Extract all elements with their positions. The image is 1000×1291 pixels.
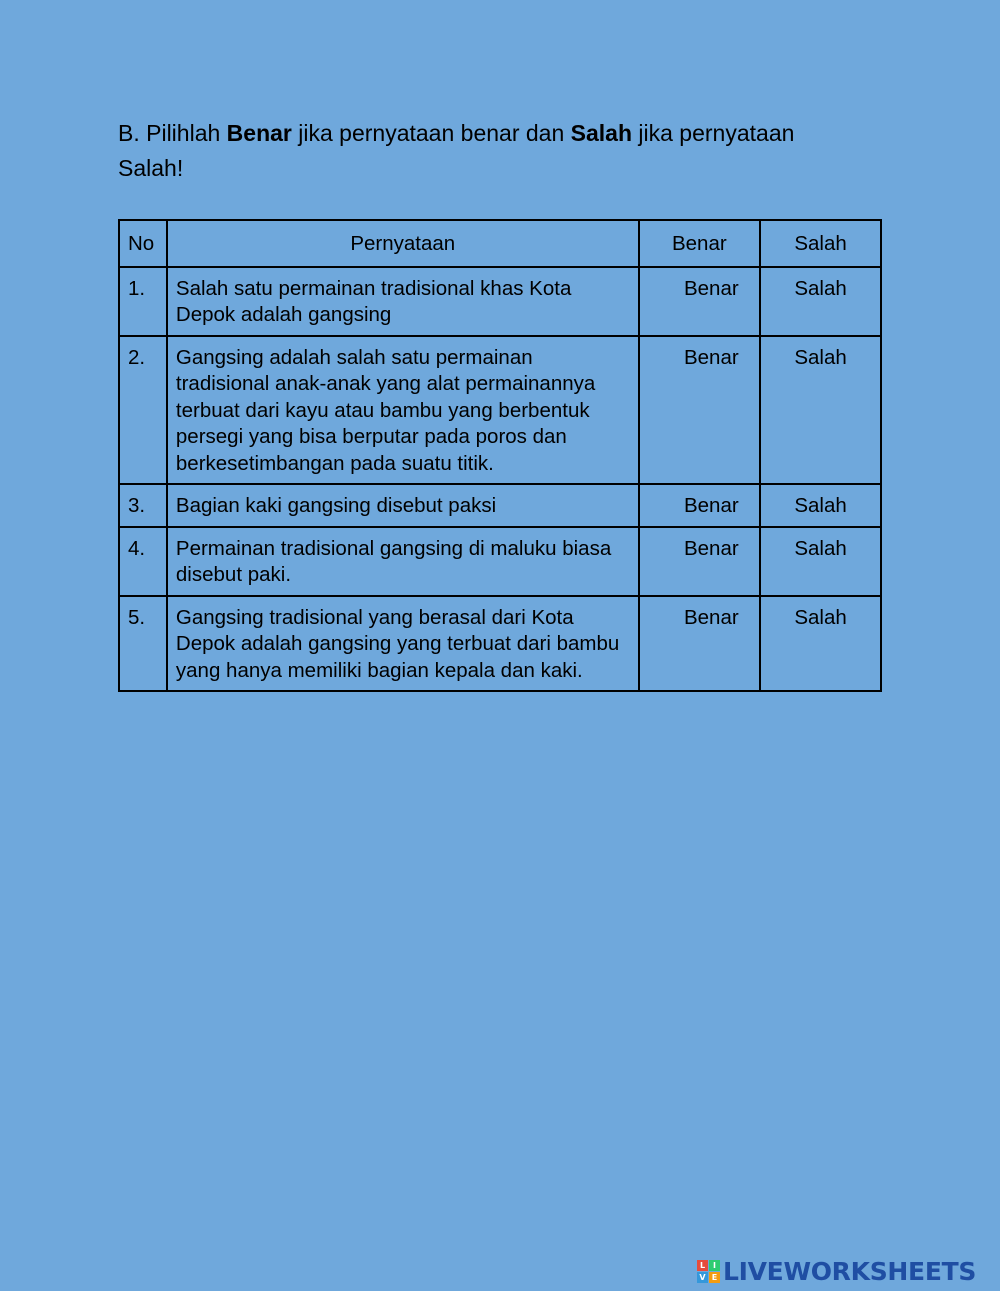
row-statement: Salah satu permainan tradisional khas Kota Depok adalah gangsing [167,267,639,336]
row-statement: Bagian kaki gangsing disebut paksi [167,484,639,527]
row-statement: Gangsing tradisional yang berasal dari Kota Depok adalah gangsing yang terbuat dari bambu yang hanya memiliki bagian kepala dan kaki. [167,596,639,692]
table-row [119,267,881,336]
instruction-benar-bold: Benar [226,120,292,146]
logo-letter-e: E [709,1272,720,1283]
table-header-row [119,220,881,267]
header-no: No [119,220,167,267]
watermark-text: LIVEWORKSHEETS [723,1256,977,1286]
logo-letter-i: I [709,1260,720,1271]
row-statement: Gangsing adalah salah satu permainan tradisional anak-anak yang alat permainannya terbuat dari kayu atau bambu yang berbentuk persegi yang bisa berputar pada poros dan berkesetimbangan pada suatu titik. [167,336,639,485]
header-salah: Salah [760,220,881,267]
row-benar-cell [639,336,760,485]
row-benar-cell [639,267,760,336]
table-row [119,527,881,596]
salah-option[interactable]: Salah [794,605,847,629]
row-number: 2. [119,336,167,485]
row-number: 5. [119,596,167,692]
benar-option[interactable]: Benar [683,276,739,300]
table-row [119,336,881,485]
row-salah-cell [760,484,881,527]
row-salah-cell [760,267,881,336]
instruction-suffix: jika pernyataan Salah! [118,120,795,181]
benar-option[interactable]: Benar [683,345,739,369]
instruction-text [118,116,838,186]
row-benar-cell [639,596,760,692]
row-benar-cell [639,527,760,596]
instruction-middle: jika pernyataan benar dan [291,120,571,146]
instruction-prefix: B. Pilihlah [118,120,227,146]
row-salah-cell [760,596,881,692]
table-row [119,484,881,527]
header-statement: Pernyataan [167,220,639,267]
quiz-table [118,219,882,692]
row-salah-cell [760,527,881,596]
benar-option[interactable]: Benar [683,605,739,629]
row-benar-cell [639,484,760,527]
instruction-salah-bold: Salah [570,120,633,146]
logo-letter-l: L [697,1260,708,1271]
row-number: 3. [119,484,167,527]
salah-option[interactable]: Salah [794,345,847,369]
row-statement: Permainan tradisional gangsing di maluku biasa disebut paki. [167,527,639,596]
logo-letter-v: V [697,1272,708,1283]
salah-option[interactable]: Salah [794,494,847,517]
row-salah-cell [760,336,881,485]
benar-option[interactable]: Benar [683,494,739,517]
header-benar: Benar [639,220,760,267]
benar-option[interactable]: Benar [683,536,739,560]
row-number: 1. [119,267,167,336]
row-number: 4. [119,527,167,596]
salah-option[interactable]: Salah [794,536,847,560]
salah-option[interactable]: Salah [794,276,847,300]
liveworksheets-watermark [697,1255,976,1287]
table-row [119,596,881,692]
liveworksheets-logo-icon [697,1260,720,1283]
